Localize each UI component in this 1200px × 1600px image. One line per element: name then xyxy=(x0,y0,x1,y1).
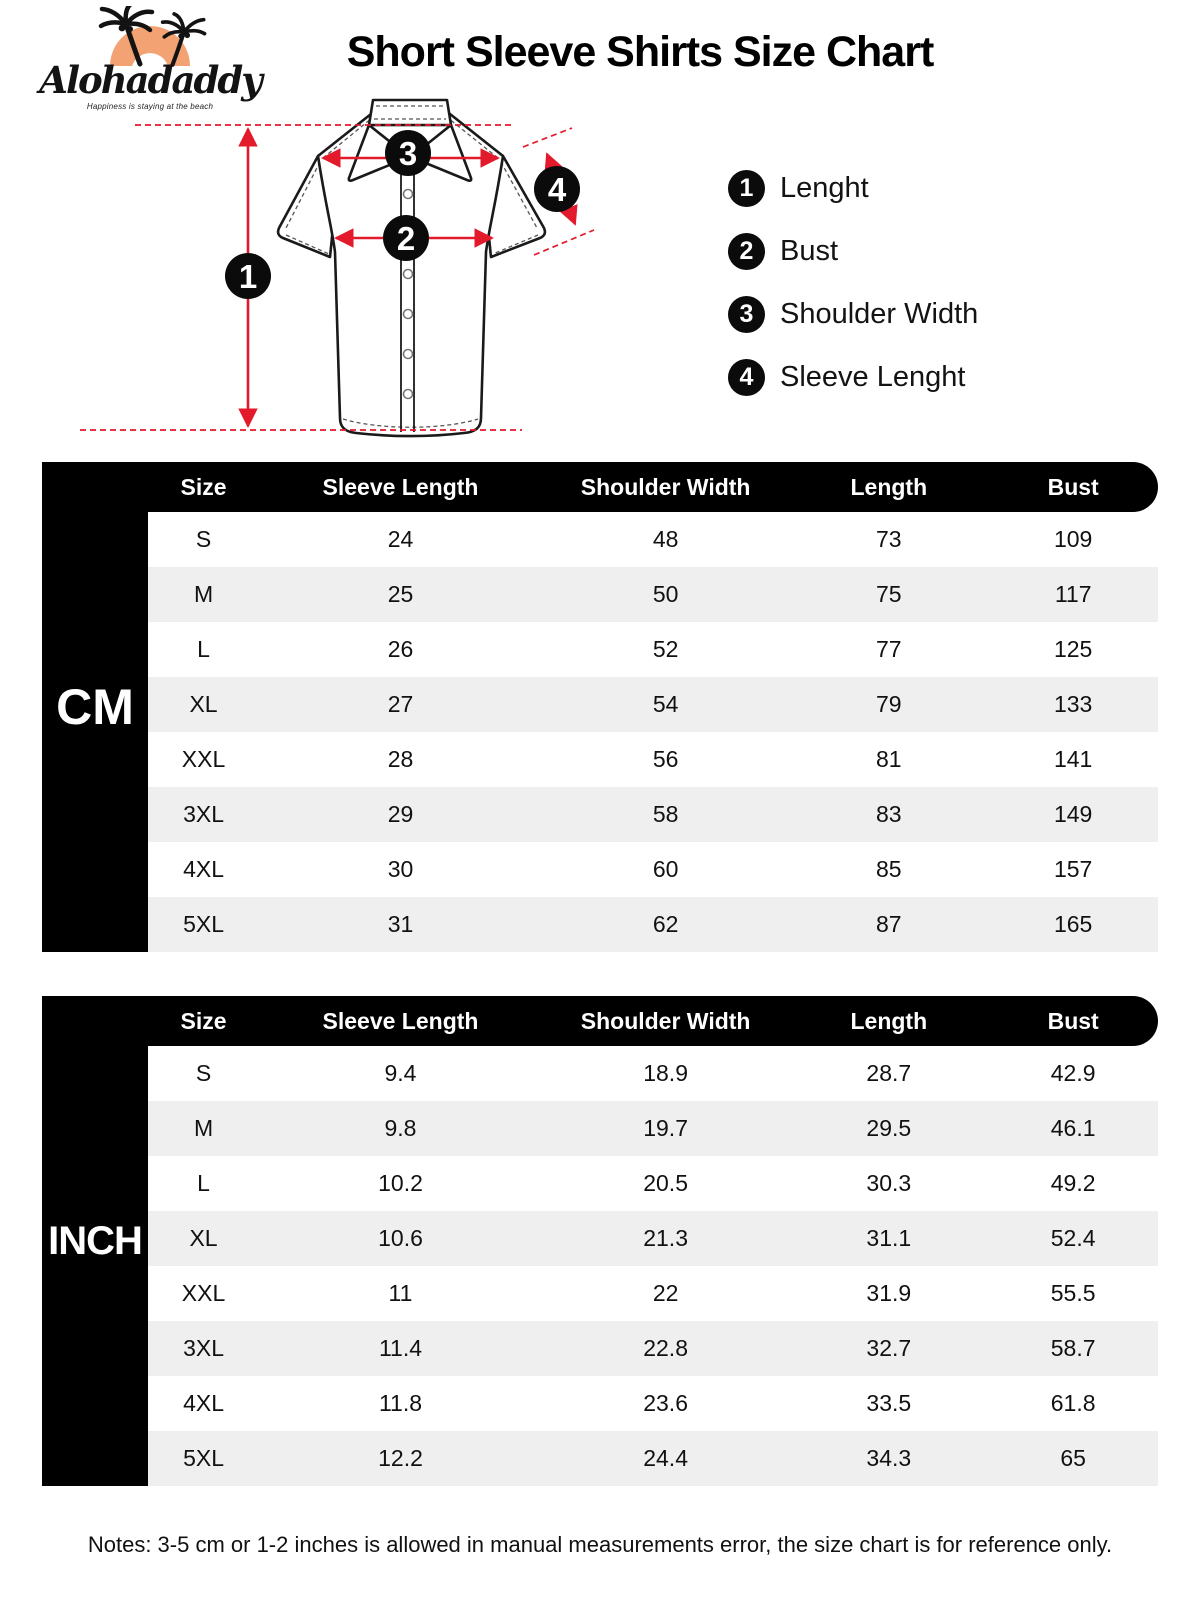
size-cell: M xyxy=(193,581,214,607)
inch-table-section xyxy=(42,996,1158,1486)
value-cell: 149 xyxy=(1053,801,1093,827)
inch-table-body xyxy=(148,1046,1158,1486)
value-cell: 85 xyxy=(876,856,902,882)
table-row xyxy=(148,1266,1158,1321)
size-cell: 3XL xyxy=(183,801,225,827)
callout-2-number: 2 xyxy=(396,219,416,257)
cm-unit-label: CM xyxy=(42,462,148,952)
legend-item-sleeve-length xyxy=(728,359,978,396)
value-cell: 10.6 xyxy=(378,1225,423,1251)
value-cell: 87 xyxy=(876,911,902,937)
column-header: Shoulder Width xyxy=(542,996,789,1046)
column-header: Size xyxy=(148,462,259,512)
value-cell: 31 xyxy=(387,911,414,937)
column-header: Sleeve Length xyxy=(259,996,542,1046)
legend-2-label: Bust xyxy=(780,235,839,267)
size-cell: 4XL xyxy=(183,1390,225,1416)
legend-1-badge: 1 xyxy=(728,170,765,207)
column-header: Length xyxy=(789,996,988,1046)
notes-text: Notes: 3-5 cm or 1-2 inches is allowed in manual measurements error, the size chart is for reference only. xyxy=(87,1532,1113,1557)
value-cell: 30 xyxy=(387,856,414,882)
value-cell: 24.4 xyxy=(643,1445,688,1471)
value-cell: 125 xyxy=(1053,636,1093,662)
size-cell: 3XL xyxy=(183,1335,225,1361)
value-cell: 11.4 xyxy=(378,1335,423,1361)
value-cell: 10.2 xyxy=(378,1170,423,1196)
size-cell: S xyxy=(195,1060,212,1086)
value-cell: 141 xyxy=(1053,746,1093,772)
value-cell: 42.9 xyxy=(1050,1060,1096,1086)
table-row xyxy=(148,1101,1158,1156)
value-cell: 52.4 xyxy=(1050,1225,1096,1251)
legend-4-label: Sleeve Lenght xyxy=(780,361,966,393)
value-cell: 29.5 xyxy=(866,1115,912,1141)
legend-item-length xyxy=(728,170,978,207)
value-cell: 26 xyxy=(387,636,414,662)
cm-table-section xyxy=(42,462,1158,952)
legend-1-label: Lenght xyxy=(780,172,869,204)
table-row xyxy=(148,842,1158,897)
table-row xyxy=(148,787,1158,842)
value-cell: 27 xyxy=(387,691,414,717)
value-cell: 50 xyxy=(652,581,679,607)
value-cell: 81 xyxy=(876,746,902,772)
value-cell: 109 xyxy=(1053,526,1093,552)
size-cell: L xyxy=(197,636,210,662)
table-row xyxy=(148,1211,1158,1266)
table-row xyxy=(148,897,1158,952)
legend-item-bust xyxy=(728,233,978,270)
size-cell: 5XL xyxy=(183,1445,225,1471)
value-cell: 157 xyxy=(1053,856,1093,882)
cm-table-body xyxy=(148,512,1158,952)
legend-2-badge: 2 xyxy=(728,233,765,270)
size-cell: S xyxy=(195,526,212,552)
value-cell: 165 xyxy=(1053,911,1093,937)
brand-tagline: Happiness is staying at the beach xyxy=(86,102,214,111)
value-cell: 12.2 xyxy=(378,1445,423,1471)
value-cell: 52 xyxy=(652,636,679,662)
value-cell: 23.6 xyxy=(643,1390,688,1416)
value-cell: 28.7 xyxy=(866,1060,912,1086)
table-row xyxy=(148,567,1158,622)
table-row xyxy=(148,1376,1158,1431)
size-cell: XL xyxy=(189,1225,218,1251)
value-cell: 28 xyxy=(387,746,414,772)
legend-item-shoulder-width xyxy=(728,296,978,333)
value-cell: 60 xyxy=(652,856,679,882)
value-cell: 65 xyxy=(1060,1445,1086,1471)
value-cell: 77 xyxy=(876,636,902,662)
shirt-diagram xyxy=(60,88,700,460)
value-cell: 18.9 xyxy=(643,1060,688,1086)
size-cell: 4XL xyxy=(183,856,225,882)
measurement-legend xyxy=(728,170,978,422)
value-cell: 54 xyxy=(652,691,679,717)
value-cell: 75 xyxy=(876,581,902,607)
size-cell: M xyxy=(193,1115,214,1141)
value-cell: 21.3 xyxy=(643,1225,688,1251)
table-row xyxy=(148,1156,1158,1211)
column-header: Sleeve Length xyxy=(259,462,542,512)
size-cell: 5XL xyxy=(183,911,225,937)
column-header: Bust xyxy=(988,462,1158,512)
size-cell: XL xyxy=(189,691,218,717)
value-cell: 58.7 xyxy=(1050,1335,1096,1361)
size-cell: XXL xyxy=(181,746,226,772)
table-row xyxy=(148,1321,1158,1376)
table-row xyxy=(148,732,1158,787)
table-row xyxy=(148,1046,1158,1101)
table-row xyxy=(148,677,1158,732)
value-cell: 33.5 xyxy=(866,1390,912,1416)
size-cell: XXL xyxy=(181,1280,226,1306)
value-cell: 25 xyxy=(387,581,414,607)
legend-3-label: Shoulder Width xyxy=(780,298,979,330)
brand-name: Alohadaddy xyxy=(39,58,261,102)
column-header: Bust xyxy=(988,996,1158,1046)
value-cell: 48 xyxy=(652,526,679,552)
cm-size-table xyxy=(148,462,1158,952)
value-cell: 73 xyxy=(876,526,902,552)
value-cell: 31.1 xyxy=(866,1225,912,1251)
value-cell: 32.7 xyxy=(866,1335,912,1361)
value-cell: 22.8 xyxy=(643,1335,688,1361)
value-cell: 9.4 xyxy=(384,1060,417,1086)
inch-size-table xyxy=(148,996,1158,1486)
value-cell: 30.3 xyxy=(866,1170,912,1196)
value-cell: 46.1 xyxy=(1050,1115,1096,1141)
value-cell: 62 xyxy=(652,911,679,937)
table-row xyxy=(148,512,1158,567)
value-cell: 79 xyxy=(876,691,902,717)
legend-3-badge: 3 xyxy=(728,296,765,333)
value-cell: 133 xyxy=(1053,691,1093,717)
cm-header-row xyxy=(148,462,1158,512)
value-cell: 34.3 xyxy=(866,1445,912,1471)
value-cell: 20.5 xyxy=(643,1170,688,1196)
value-cell: 22 xyxy=(652,1280,679,1306)
callout-3-number: 3 xyxy=(398,134,418,172)
value-cell: 24 xyxy=(387,526,414,552)
value-cell: 58 xyxy=(652,801,679,827)
inch-header-row xyxy=(148,996,1158,1046)
value-cell: 55.5 xyxy=(1050,1280,1096,1306)
callout-4-number: 4 xyxy=(547,170,567,208)
value-cell: 49.2 xyxy=(1050,1170,1096,1196)
header-and-diagram xyxy=(0,0,1200,462)
table-row xyxy=(148,1431,1158,1486)
value-cell: 11.8 xyxy=(378,1390,423,1416)
value-cell: 29 xyxy=(387,801,414,827)
column-header: Size xyxy=(148,996,259,1046)
inch-unit-label: INCH xyxy=(42,996,148,1486)
size-cell: L xyxy=(197,1170,210,1196)
column-header: Length xyxy=(789,462,988,512)
page-title: Short Sleeve Shirts Size Chart xyxy=(346,28,934,76)
value-cell: 83 xyxy=(876,801,902,827)
column-header: Shoulder Width xyxy=(542,462,789,512)
value-cell: 9.8 xyxy=(384,1115,417,1141)
value-cell: 56 xyxy=(652,746,679,772)
value-cell: 11 xyxy=(388,1280,413,1306)
table-row xyxy=(148,622,1158,677)
legend-4-badge: 4 xyxy=(728,359,765,396)
callout-1-number: 1 xyxy=(238,257,258,295)
value-cell: 19.7 xyxy=(643,1115,688,1141)
value-cell: 61.8 xyxy=(1050,1390,1096,1416)
value-cell: 31.9 xyxy=(866,1280,912,1306)
value-cell: 117 xyxy=(1054,581,1092,607)
